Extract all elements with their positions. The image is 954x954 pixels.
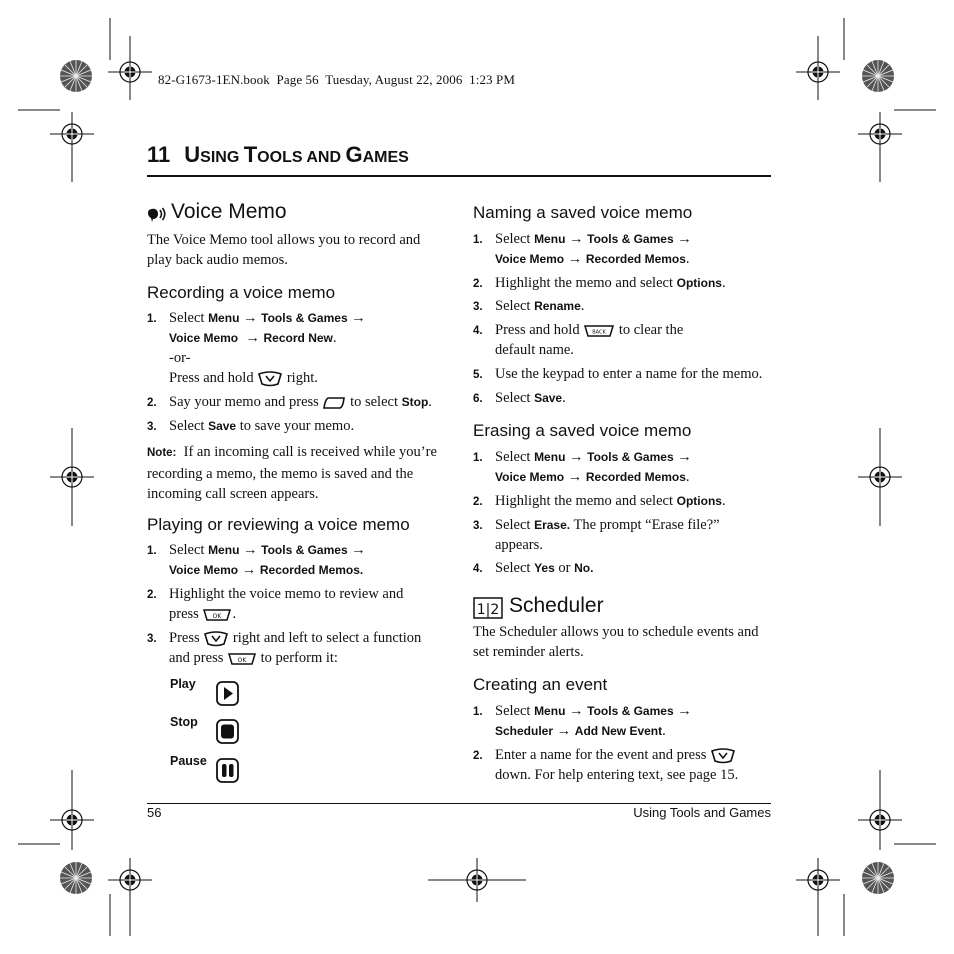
navigation-key-icon <box>710 748 736 764</box>
list-item: 5. Use the keypad to enter a name for the memo. <box>473 366 763 382</box>
back-key-icon <box>583 324 615 338</box>
pause-icon <box>216 758 240 784</box>
list-item: 4. Press and hold BACK to clear the default name. <box>473 322 684 358</box>
svg-text:1|2: 1|2 <box>476 602 500 619</box>
chapter-number: 11 <box>147 142 171 167</box>
list-item: 1. Select Menu → Tools & Games → Voice Memo → Record New. -or- Press and hold right. <box>147 310 366 386</box>
print-header: 82-G1673-1EN.book Page 56 Tuesday, August 22, 2006 1:23 PM <box>158 72 515 87</box>
list-item: 6. Select Save. <box>473 390 566 406</box>
creating-heading: Creating an event <box>473 675 608 694</box>
chapter-title: 11 USING TOOLS AND GAMES <box>147 142 409 167</box>
list-item: 4. Select Yes or No. <box>473 560 594 576</box>
stop-icon <box>216 719 240 745</box>
note: Note: If an incoming call is received while you’re recording a memo, the memo is saved and the incoming call screen appears. <box>147 444 437 502</box>
list-item: 1. Select Menu → Tools & Games → Voice Memo → Recorded Memos. <box>147 542 366 578</box>
right-softkey-icon <box>322 395 346 411</box>
ok-key-icon <box>227 652 257 666</box>
list-item: 2. Highlight the memo and select Options. <box>473 493 726 509</box>
erasing-heading: Erasing a saved voice memo <box>473 421 692 440</box>
svg-text:OK: OK <box>213 612 222 620</box>
voice-memo-icon <box>147 205 167 223</box>
scheduler-heading <box>473 594 604 619</box>
navigation-key-icon <box>203 631 229 647</box>
list-item: 3. Select Erase. The prompt “Erase file?” appears. <box>473 517 720 553</box>
list-item: 2. Highlight the memo and select Options. <box>473 275 726 291</box>
scheduler-intro: The Scheduler allows you to schedule events and set reminder alerts. <box>473 624 759 660</box>
recording-heading: Recording a voice memo <box>147 283 336 302</box>
list-item: 1. Select Menu → Tools & Games → Scheduler → Add New Event. <box>473 703 692 739</box>
scheduler-icon <box>473 597 503 619</box>
scheduler-title: Scheduler <box>509 594 604 617</box>
function-stop-label: Stop <box>170 715 198 729</box>
chapter-rule <box>147 175 771 177</box>
navigation-key-icon <box>257 371 283 387</box>
list-item: 3. Select Rename. <box>473 298 585 314</box>
list-item: 2. Highlight the voice memo to review and press OK . <box>147 586 404 622</box>
playing-heading: Playing or reviewing a voice memo <box>147 515 410 534</box>
page-number: 56 <box>147 805 162 820</box>
note-label: Note: <box>147 447 177 459</box>
naming-heading: Naming a saved voice memo <box>473 203 693 222</box>
voice-memo-heading <box>147 200 287 224</box>
ok-key-icon <box>202 608 232 622</box>
voice-memo-intro: The Voice Memo tool allows you to record and play back audio memos. <box>147 232 421 268</box>
list-item: 1. Select Menu → Tools & Games → Voice Memo → Recorded Memos. <box>473 231 692 267</box>
svg-text:OK: OK <box>237 656 247 664</box>
list-item: 2. Say your memo and press to select Stop. <box>147 394 432 410</box>
play-icon <box>216 681 240 707</box>
function-play-label: Play <box>170 677 196 691</box>
list-item: 2. Enter a name for the event and press down. For help entering text, see page 15. <box>473 747 739 783</box>
list-item: 3. Press right and left to select a function and press OK to perform it: <box>147 630 422 666</box>
voice-memo-title: Voice Memo <box>171 200 287 223</box>
function-pause-label: Pause <box>170 754 207 768</box>
list-item: 3. Select Save to save your memo. <box>147 418 355 434</box>
footer-rule <box>147 803 771 804</box>
list-item: 1. Select Menu → Tools & Games → Voice Memo → Recorded Memos. <box>473 449 692 485</box>
svg-text:BACK: BACK <box>592 329 606 336</box>
footer-section-title: Using Tools and Games <box>633 805 771 820</box>
